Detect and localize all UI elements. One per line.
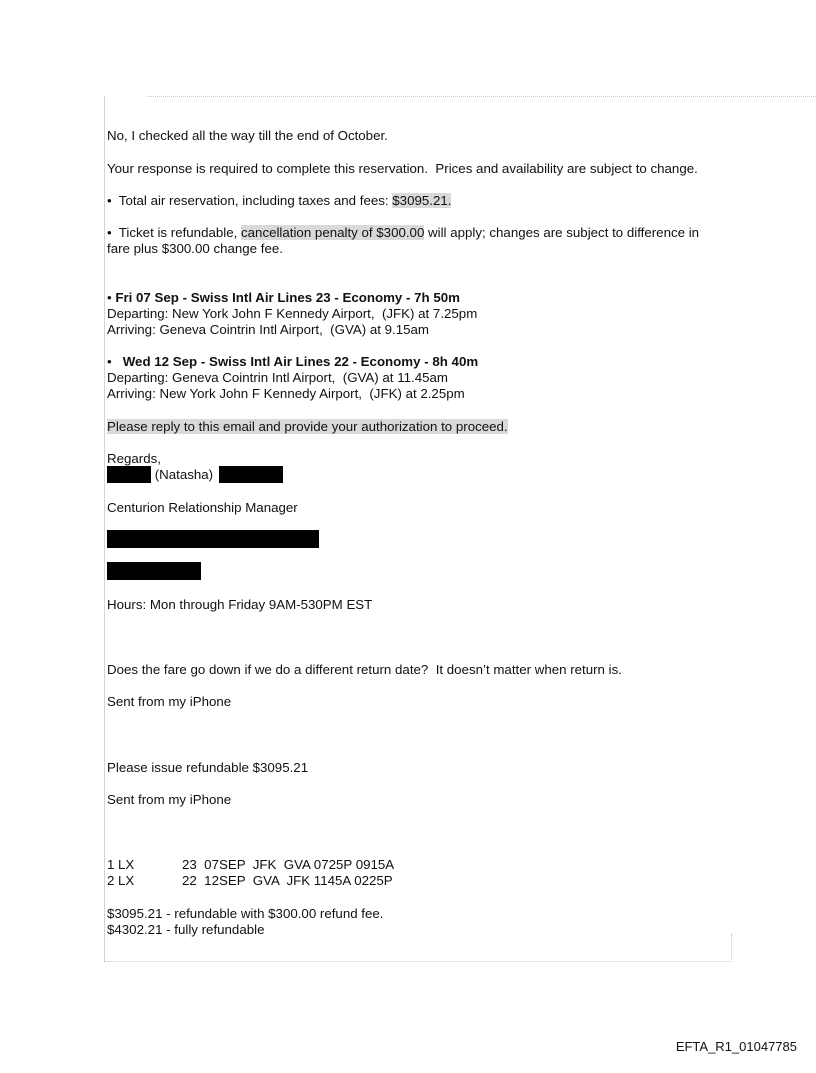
refund-policy-line-2: fare plus $300.00 change fee.: [107, 241, 283, 256]
flight-2-title: Wed 12 Sep - Swiss Intl Air Lines 22 - Economy - 8h 40m: [111, 354, 479, 369]
total-reservation-line: [107, 193, 451, 209]
signature-title: Centurion Relationship Manager: [107, 500, 298, 515]
redaction-contact-2: [107, 562, 201, 580]
right-border-fragment: [731, 934, 732, 960]
itinerary-num: 2: [107, 873, 115, 888]
total-amount: $3095.21.: [392, 193, 452, 208]
bottom-border: [104, 961, 732, 962]
total-label: Total air reservation, including taxes and fees:: [111, 193, 393, 208]
document-id: EFTA_R1_01047785: [675, 1039, 797, 1054]
bullet: •: [107, 193, 112, 208]
business-hours: Hours: Mon through Friday 9AM-530PM EST: [107, 597, 373, 612]
flight-1-departing: Departing: New York John F Kennedy Airport, (JFK) at 7.25pm: [107, 306, 478, 321]
flight-2-arriving: Arriving: New York John F Kennedy Airport, (JFK) at 2.25pm: [107, 386, 465, 401]
regards: Regards,: [107, 451, 161, 466]
itinerary-details: 23 07SEP JFK GVA 0725P 0915A: [182, 857, 395, 872]
left-border: [104, 96, 105, 962]
itinerary-airline: LX: [118, 857, 135, 872]
bullet: •: [107, 290, 112, 305]
refund-policy-line: [107, 225, 699, 241]
itinerary-num: 1: [107, 857, 115, 872]
flight-1-title: Fri 07 Sep - Swiss Intl Air Lines 23 - Economy - 7h 50m: [111, 290, 460, 305]
redaction-first-name: [107, 466, 151, 483]
flight-1-arriving: Arriving: Geneva Cointrin Intl Airport, (GVA) at 9.15am: [107, 322, 429, 337]
cancellation-penalty: cancellation penalty of $300.00: [241, 225, 425, 240]
question-return-date: Does the fare go down if we do a different return date? It doesn’t matter when return is.: [107, 662, 622, 677]
itinerary-row-2: [107, 873, 393, 889]
issue-refundable-request: Please issue refundable $3095.21: [107, 760, 309, 775]
fare-option-1: $3095.21 - refundable with $300.00 refund fee.: [107, 906, 384, 921]
bullet: •: [107, 354, 112, 369]
flight-2-heading: [107, 354, 478, 370]
itinerary-airline: LX: [118, 873, 135, 888]
fare-option-2: $4302.21 - fully refundable: [107, 922, 265, 937]
signature-nickname: (Natasha): [151, 467, 217, 482]
itinerary-row-1: [107, 857, 394, 873]
authorization-request: Please reply to this email and provide your authorization to proceed.: [107, 419, 508, 434]
response-required-line: Your response is required to complete this reservation. Prices and availability are subject to change.: [107, 161, 698, 176]
reply-october: No, I checked all the way till the end of October.: [107, 128, 388, 143]
flight-2-departing: Departing: Geneva Cointrin Intl Airport, (GVA) at 11.45am: [107, 370, 448, 385]
redaction-contact-1: [107, 530, 319, 548]
refund-prefix: Ticket is refundable,: [111, 225, 241, 240]
flight-1-heading: [107, 290, 460, 306]
top-border: [147, 96, 816, 97]
itinerary-details: 22 12SEP GVA JFK 1145A 0225P: [182, 873, 393, 888]
sent-from-iphone-1: Sent from my iPhone: [107, 694, 232, 709]
bullet: •: [107, 225, 112, 240]
redaction-last-name: [219, 466, 283, 483]
sent-from-iphone-2: Sent from my iPhone: [107, 792, 232, 807]
refund-suffix: will apply; changes are subject to difference in: [424, 225, 700, 240]
